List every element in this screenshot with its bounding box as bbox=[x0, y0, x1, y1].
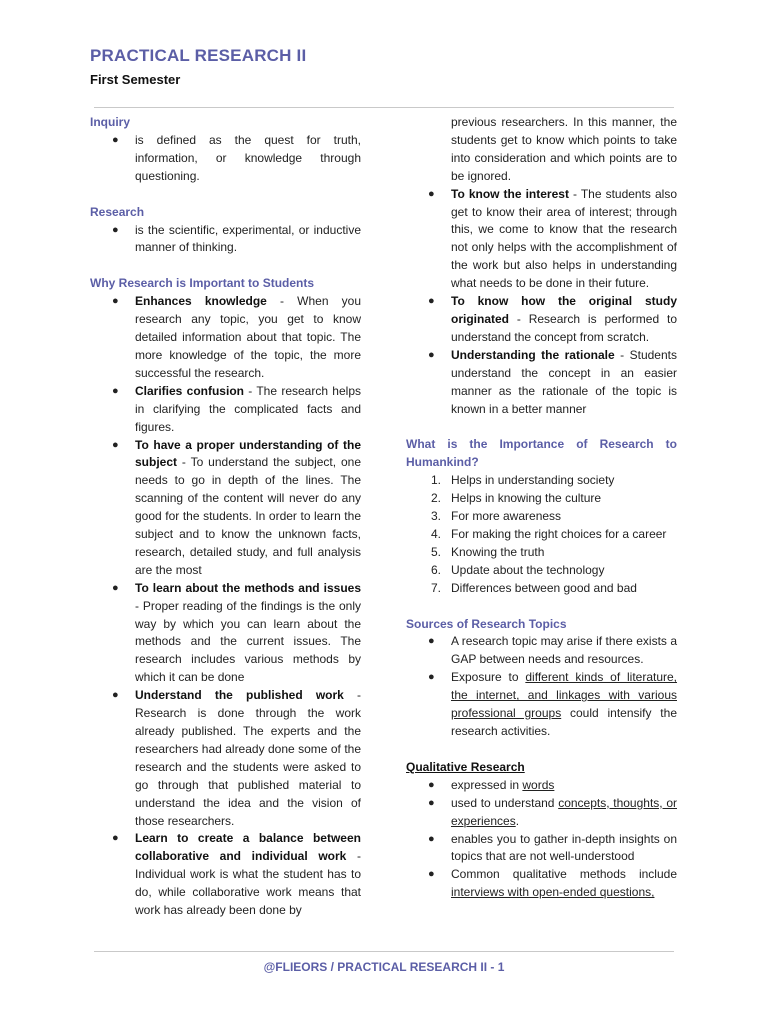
bullet-icon: ● bbox=[112, 295, 119, 308]
sources-list bbox=[406, 633, 677, 740]
list-item: ● To know the interest - The students also get to know their area of interest; through this, we come to know that the research not only helps with the accomplishment of the work but also helps in understanding what needs to be done in their future. bbox=[428, 186, 677, 291]
bullet-icon: ● bbox=[112, 384, 119, 397]
inquiry-list bbox=[90, 132, 361, 186]
numbered-item: 3. For more awareness bbox=[430, 509, 562, 524]
importance-list bbox=[406, 472, 677, 597]
numbered-item: 5. Knowing the truth bbox=[430, 544, 545, 559]
list-item: ● To have a proper understanding of the subject - To understand the subject, one needs to go in depth of the lines. The scanning of the content will never do any good for the students. In order to learn the subject and to know the unknown facts, research, detailed study, and full analysis are the most bbox=[112, 437, 361, 577]
numbered-item: 1. Helps in understanding society bbox=[430, 473, 615, 488]
header-divider bbox=[94, 107, 674, 108]
bullet-icon: ● bbox=[428, 187, 435, 200]
bullet-icon: ● bbox=[428, 671, 435, 684]
bullet-icon: ● bbox=[428, 348, 435, 361]
why-research-list bbox=[90, 293, 361, 920]
numbered-item: 7. Differences between good and bad bbox=[430, 580, 637, 595]
list-item: ● To know how the original study originated - Research is performed to understand the concept from scratch. bbox=[428, 294, 677, 344]
list-item: ● enables you to gather in-depth insights on topics that are not well-understood bbox=[428, 831, 677, 864]
numbered-item: 4. For making the right choices for a career bbox=[430, 526, 667, 541]
left-column bbox=[90, 114, 361, 920]
list-item: ● Enhances knowledge - When you research any topic, you get to know detailed information about that topic. The more knowledge of the topic, the more successful the research. bbox=[112, 294, 361, 380]
importance-heading: What is the Importance of Research to Humankind? bbox=[406, 437, 677, 470]
bullet-icon: ● bbox=[428, 778, 435, 791]
footer-divider bbox=[94, 951, 674, 952]
research-heading: Research bbox=[90, 204, 145, 219]
bullet-icon: ● bbox=[428, 796, 435, 809]
page-subtitle: First Semester bbox=[90, 72, 181, 87]
page-title: PRACTICAL RESEARCH II bbox=[90, 46, 307, 65]
list-item: ● used to understand concepts, thoughts, or experiences. bbox=[428, 795, 677, 828]
inquiry-heading: Inquiry bbox=[90, 115, 131, 129]
bullet-icon: ● bbox=[428, 868, 435, 881]
list-item: ● Common qualitative methods include interviews with open-ended questions, bbox=[428, 867, 677, 900]
bullet-icon: ● bbox=[112, 223, 119, 236]
bullet-icon: ● bbox=[112, 438, 119, 451]
list-item: ● Clarifies confusion - The research helps in clarifying the complicated facts and figures. bbox=[112, 383, 361, 434]
bullet-icon: ● bbox=[112, 832, 119, 845]
list-item: ● is the scientific, experimental, or inductive manner of thinking. bbox=[112, 222, 361, 255]
bullet-icon: ● bbox=[428, 295, 435, 308]
numbered-item: 6. Update about the technology bbox=[430, 562, 605, 577]
page-footer: @FLIEORS / PRACTICAL RESEARCH II - 1 bbox=[263, 960, 505, 974]
list-item: ● expressed in words bbox=[406, 777, 677, 795]
bullet-icon: ● bbox=[428, 635, 435, 648]
list-item: ● Understand the published work - Research is done through the work already published. The experts and the researchers had already done some of the research and the students were asked to go through that published material to understand the idea and the vision of those researchers. bbox=[112, 688, 361, 828]
bullet-icon: ● bbox=[428, 832, 435, 845]
right-column bbox=[406, 114, 677, 902]
bullet-icon: ● bbox=[112, 581, 119, 594]
list-item: ● A research topic may arise if there exists a GAP between needs and resources. bbox=[428, 634, 677, 667]
list-item: ● Understanding the rationale - Students understand the concept in an easier manner as the rationale of the topic is known in a better manner bbox=[428, 347, 677, 416]
bullet-icon: ● bbox=[112, 689, 119, 702]
list-item: ● is defined as the quest for truth, information, or knowledge through questioning. bbox=[112, 132, 361, 183]
why-research-heading: Why Research is Important to Students bbox=[90, 276, 315, 291]
list-item: ● Learn to create a balance between collaborative and individual work - Individual work is what the student has to do, while collaborative work means that work has already been done by bbox=[112, 831, 361, 918]
numbered-item: 2. Helps in knowing the culture bbox=[430, 491, 602, 506]
why-research-list-continued bbox=[406, 186, 677, 419]
list-item-continuation: previous researchers. In this manner, the students get to know which points to take into consideration and which points are to be ignored. bbox=[451, 115, 677, 183]
list-item: ● To learn about the methods and issues - Proper reading of the findings is the only way by which you can learn about the methods and the current issues. The research includes various methods by which it can be done bbox=[112, 580, 361, 685]
sources-heading: Sources of Research Topics bbox=[406, 616, 567, 631]
bullet-icon: ● bbox=[112, 133, 119, 146]
qualitative-list bbox=[406, 777, 677, 902]
list-item: ● Exposure to different kinds of literature, the internet, and linkages with various professional groups could intensify the research activities. bbox=[428, 670, 678, 738]
research-list bbox=[90, 222, 361, 258]
qualitative-heading: Qualitative Research bbox=[406, 759, 525, 774]
